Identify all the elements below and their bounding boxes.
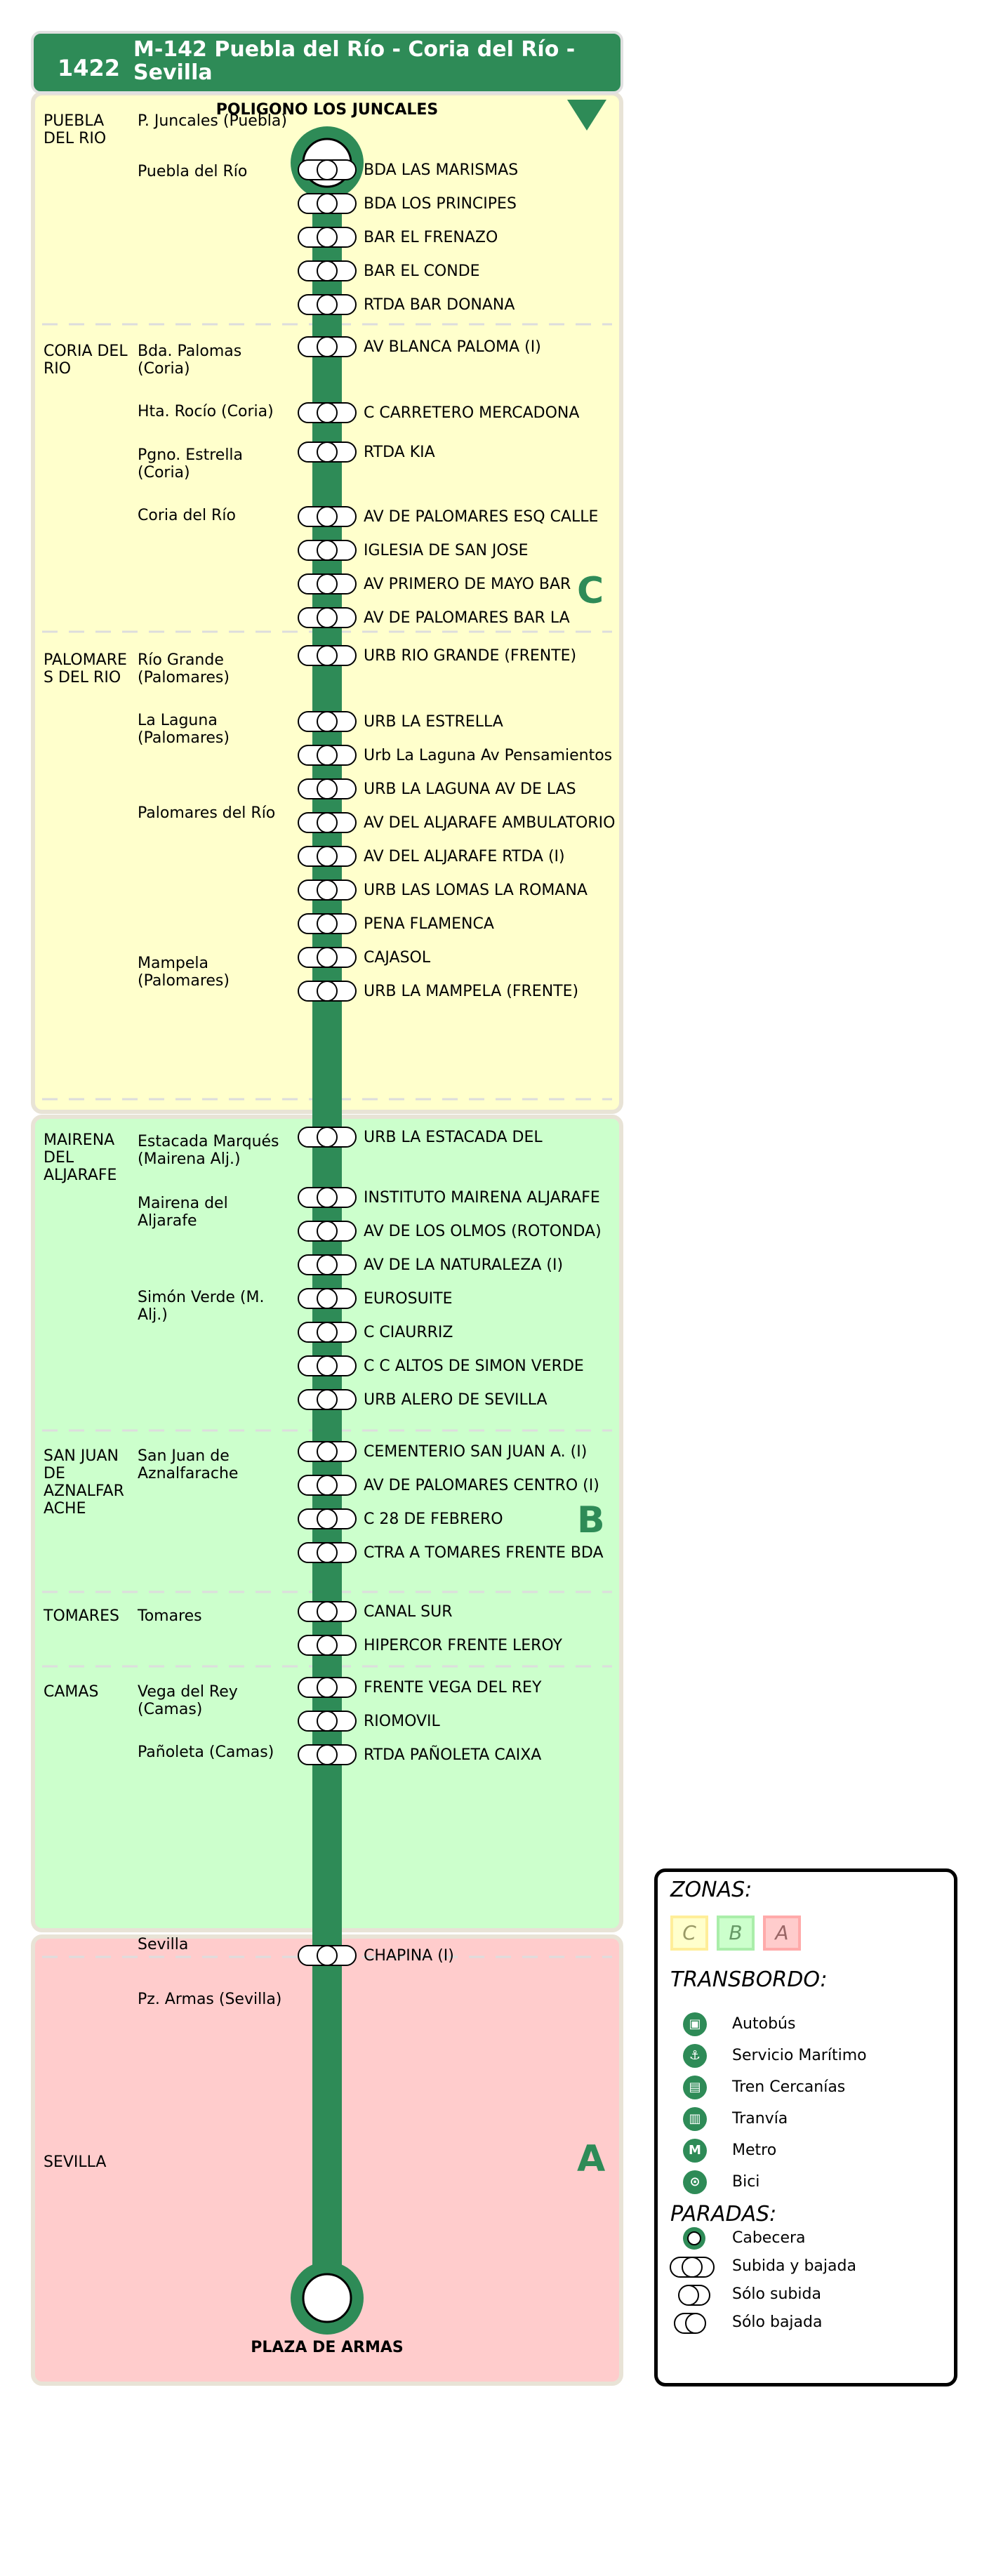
stop-name: RTDA BAR DONANA: [364, 296, 515, 314]
stop-marker-icon: [298, 1745, 356, 1765]
municipality-label-line: AZNALFAR: [44, 1482, 124, 1500]
zone-b-letter: B: [577, 1499, 605, 1541]
locality-label: [138, 712, 230, 747]
stop-marker-icon: [298, 160, 356, 180]
locality-label: [138, 1133, 279, 1168]
locality-label-line: Bda. Palomas: [138, 343, 242, 360]
stop-name: CANAL SUR: [364, 1603, 453, 1621]
municipality-label: [44, 343, 128, 378]
stop-name: C CIAURRIZ: [364, 1324, 453, 1341]
municipality-label: [44, 112, 106, 147]
stop-marker-icon: [298, 1442, 356, 1461]
legend-paradas-title: PARADAS:: [670, 2202, 777, 2226]
stop-name: C 28 DE FEBRERO: [364, 1511, 503, 1528]
municipality-label-line: MAIRENA: [44, 1131, 115, 1149]
stop-marker-icon: [298, 1635, 356, 1655]
municipality-label: [44, 1607, 119, 1625]
locality-label-line: Sevilla: [138, 1936, 189, 1953]
stop-marker-icon: [298, 1289, 356, 1308]
legend-stop-subida-bajada: Subida y bajada: [732, 2257, 856, 2275]
stop-name: AV DEL ALJARAFE RTDA (I): [364, 848, 565, 865]
locality-label-line: Aljarafe: [138, 1212, 197, 1230]
stop-marker-icon: [298, 403, 356, 423]
locality-label-line: Hta. Rocío (Coria): [138, 403, 274, 420]
stop-name: URB LA ESTACADA DEL: [364, 1129, 543, 1146]
locality-label-line: (Coria): [138, 360, 190, 378]
stop-name: C CARRETERO MERCADONA: [364, 404, 580, 422]
stop-name: AV DE LA NATURALEZA (I): [364, 1256, 564, 1274]
stop-name: Urb La Laguna Av Pensamientos: [364, 747, 613, 764]
start-terminal-label: POLIGONO LOS JUNCALES: [215, 101, 439, 119]
legend-zonas-title: ZONAS:: [670, 1878, 752, 1902]
stop-marker-icon: [298, 507, 356, 526]
locality-label-line: (Palomares): [138, 729, 230, 747]
municipality-label-line: S DEL RIO: [44, 669, 121, 686]
legend-transfer-label: Tren Cercanías: [732, 2078, 846, 2096]
stop-marker-icon: [298, 1543, 356, 1562]
locality-label: [138, 955, 230, 990]
locality-label: [138, 446, 243, 482]
stop-name: AV DE LOS OLMOS (ROTONDA): [364, 1223, 602, 1240]
locality-label-line: San Juan de: [138, 1447, 230, 1465]
stop-marker-icon: [298, 847, 356, 866]
locality-label: [138, 1607, 202, 1625]
locality-label-line: Vega del Rey: [138, 1683, 238, 1701]
municipality-label-line: PUEBLA: [44, 112, 105, 130]
municipality-label-line: ACHE: [44, 1500, 86, 1518]
legend-transfer-label: Servicio Marítimo: [732, 2047, 867, 2064]
stop-name: URB LAS LOMAS LA ROMANA: [364, 882, 588, 899]
locality-label: [138, 163, 247, 180]
legend-stop-solo-bajada: Sólo bajada: [732, 2313, 823, 2331]
locality-label: [138, 1195, 228, 1230]
legend: [654, 1868, 957, 2386]
locality-label-line: (Coria): [138, 464, 190, 482]
legend-transfer-label: Autobús: [732, 2015, 796, 2033]
stop-name: URB LA MAMPELA (FRENTE): [364, 983, 579, 1000]
locality-label: [138, 804, 275, 822]
locality-label-line: Simón Verde (M.: [138, 1289, 265, 1306]
locality-label-line: Pz. Armas (Sevilla): [138, 1991, 282, 2008]
stop-name: AV BLANCA PALOMA (I): [364, 338, 541, 356]
locality-label-line: Mairena del: [138, 1195, 228, 1212]
stop-name: BDA LOS PRINCIPES: [364, 195, 517, 213]
stop-marker-icon: [298, 1356, 356, 1376]
locality-label-line: Río Grande: [138, 651, 224, 669]
legend-transfer-label: Tranvía: [732, 2110, 788, 2127]
stop-name: BDA LAS MARISMAS: [364, 161, 519, 179]
stop-name: PENA FLAMENCA: [364, 915, 494, 933]
stop-marker-icon: [298, 261, 356, 281]
stop-marker-icon: [298, 540, 356, 560]
municipality-label: [44, 1447, 124, 1518]
stop-name: EUROSUITE: [364, 1290, 453, 1308]
end-terminal-label: PLAZA DE ARMAS: [251, 2339, 404, 2356]
stop-name: AV DEL ALJARAFE AMBULATORIO: [364, 814, 616, 832]
stop-marker-icon: [298, 1255, 356, 1275]
stop-marker-icon: [298, 779, 356, 799]
stop-name: AV DE PALOMARES ESQ CALLE: [364, 508, 599, 526]
municipality-label-line: SAN JUAN: [44, 1447, 119, 1465]
stop-marker-icon: [298, 1946, 356, 1965]
locality-label-line: Mampela: [138, 955, 208, 972]
locality-label: [138, 1744, 274, 1761]
legend-transbordo-title: TRANSBORDO:: [670, 1967, 828, 1992]
stop-name: URB RIO GRANDE (FRENTE): [364, 647, 577, 665]
stop-name: BAR EL FRENAZO: [364, 229, 498, 246]
locality-label-line: Pañoleta (Camas): [138, 1744, 274, 1761]
locality-label: [138, 507, 236, 524]
stop-marker-icon: [298, 914, 356, 934]
stop-name: AV PRIMERO DE MAYO BAR: [364, 576, 571, 593]
stop-marker-icon: [298, 712, 356, 731]
stop-name: RTDA PAÑOLETA CAIXA: [364, 1746, 542, 1764]
legend-transfer-label: Metro: [732, 2142, 777, 2159]
municipality-label-line: DEL RIO: [44, 130, 107, 147]
locality-label-line: Puebla del Río: [138, 163, 248, 180]
bus-icon: ▣: [683, 2012, 707, 2036]
municipality-label-line: DE: [44, 1465, 65, 1482]
stop-name: CAJASOL: [364, 949, 431, 967]
stop-marker-icon: [298, 1678, 356, 1697]
stop-marker-icon: [298, 608, 356, 628]
locality-label-line: (Palomares): [138, 972, 230, 990]
legend-stop-cabecera: Cabecera: [732, 2229, 806, 2247]
legend-stop-solo-subida: Sólo subida: [732, 2285, 821, 2303]
train-icon: ▤: [683, 2076, 707, 2099]
municipality-label: [44, 1683, 98, 1701]
stop-name: INSTITUTO MAIRENA ALJARAFE: [364, 1189, 600, 1207]
stop-marker-icon: [298, 1711, 356, 1731]
stop-name: CHAPINA (I): [364, 1947, 454, 1965]
locality-label: [138, 343, 241, 378]
boat-icon: ⚓: [683, 2044, 707, 2068]
municipality-label: [44, 2153, 106, 2171]
locality-label: [138, 1447, 238, 1482]
stop-marker-icon: [298, 981, 356, 1001]
locality-label-line: Palomares del Río: [138, 804, 276, 822]
locality-label: [138, 651, 230, 686]
bike-icon: ⊙: [683, 2170, 707, 2194]
stop-name: IGLESIA DE SAN JOSE: [364, 542, 529, 559]
stop-name: RTDA KIA: [364, 444, 435, 461]
municipality-label-line: ALJARAFE: [44, 1167, 117, 1184]
municipality-label-line: DEL: [44, 1149, 74, 1167]
zone-a-letter: A: [577, 2138, 606, 2180]
locality-label: [138, 1683, 238, 1718]
stop-marker-icon: [298, 948, 356, 967]
locality-label-line: La Laguna: [138, 712, 218, 729]
locality-label-line: Coria del Río: [138, 507, 236, 524]
municipality-label-line: CAMAS: [44, 1683, 99, 1701]
tram-icon: ▥: [683, 2107, 707, 2131]
stop-marker-icon: [298, 1475, 356, 1495]
stop-name: AV DE PALOMARES BAR LA: [364, 609, 570, 627]
line-name: M-142 Puebla del Río - Coria del Río - Sevilla: [133, 37, 576, 85]
municipality-label: [44, 651, 127, 686]
stop-name: HIPERCOR FRENTE LEROY: [364, 1637, 562, 1654]
municipality-label-line: RIO: [44, 360, 72, 378]
terminal-stop-icon: [683, 2227, 705, 2250]
locality-label-line: Tomares: [138, 1607, 202, 1625]
line-number: 1422: [58, 55, 121, 81]
stop-marker-icon: [298, 1390, 356, 1409]
locality-label-line: Estacada Marqués: [138, 1133, 279, 1150]
stop-marker-icon: [298, 337, 356, 357]
locality-label: [138, 1991, 281, 2008]
alighting-only-stop-icon: [675, 2313, 705, 2333]
boarding-alighting-stop-icon: [670, 2257, 714, 2277]
municipality-label: [44, 1131, 117, 1184]
stop-name: CTRA A TOMARES FRENTE BDA: [364, 1544, 604, 1562]
locality-label: [138, 1936, 188, 1953]
stop-marker-icon: [298, 574, 356, 594]
municipality-label-line: PALOMARE: [44, 651, 127, 669]
legend-transfer-label: Bici: [732, 2173, 760, 2191]
stop-name: URB LA ESTRELLA: [364, 713, 503, 731]
locality-label-line: (Palomares): [138, 669, 230, 686]
municipality-label-line: SEVILLA: [44, 2153, 107, 2171]
stop-marker-icon: [298, 1127, 356, 1147]
legend-zone-b: B: [717, 1916, 755, 1951]
legend-zone-a: A: [763, 1916, 801, 1951]
stop-name: AV DE PALOMARES CENTRO (I): [364, 1477, 599, 1494]
metro-icon: M: [683, 2139, 707, 2163]
stop-marker-icon: [298, 646, 356, 665]
municipality-label-line: CORIA DEL: [44, 343, 128, 360]
locality-label-line: Aznalfarache: [138, 1465, 239, 1482]
legend-stop-icons: [658, 1872, 961, 2390]
stop-marker-icon: [298, 813, 356, 832]
stop-name: BAR EL CONDE: [364, 263, 480, 280]
stop-marker-icon: [298, 880, 356, 900]
municipality-label-line: TOMARES: [44, 1607, 119, 1625]
boarding-only-stop-icon: [679, 2285, 710, 2305]
stop-name: FRENTE VEGA DEL REY: [364, 1679, 542, 1697]
stop-name: URB LA LAGUNA AV DE LAS: [364, 781, 576, 798]
stop-marker-icon: [298, 227, 356, 247]
stop-marker-icon: [298, 295, 356, 314]
locality-label: [138, 403, 274, 420]
stop-marker-icon: [298, 745, 356, 765]
stop-marker-icon: [298, 1322, 356, 1342]
locality-label-line: Alj.): [138, 1306, 168, 1324]
locality-label-line: Pgno. Estrella: [138, 446, 244, 464]
locality-label-line: (Mairena Alj.): [138, 1150, 241, 1168]
zone-c-letter: C: [577, 570, 604, 612]
stop-name: C C ALTOS DE SIMON VERDE: [364, 1357, 584, 1375]
stop-name: CEMENTERIO SAN JUAN A. (I): [364, 1443, 588, 1461]
stop-name: URB ALERO DE SEVILLA: [364, 1391, 548, 1409]
stop-marker-icon: [298, 194, 356, 213]
locality-label: [138, 112, 287, 130]
locality-label-line: P. Juncales (Puebla): [138, 112, 287, 130]
stop-marker-icon: [298, 1221, 356, 1241]
stop-marker-icon: [298, 442, 356, 462]
stop-marker-icon: [298, 1509, 356, 1529]
stop-name: RIOMOVIL: [364, 1713, 440, 1730]
stop-marker-icon: [298, 1188, 356, 1207]
end-terminal-inner: [303, 2274, 351, 2322]
stop-marker-icon: [298, 1602, 356, 1621]
locality-label: [138, 1289, 265, 1324]
locality-label-line: (Camas): [138, 1701, 203, 1718]
legend-zone-c: C: [670, 1916, 708, 1951]
